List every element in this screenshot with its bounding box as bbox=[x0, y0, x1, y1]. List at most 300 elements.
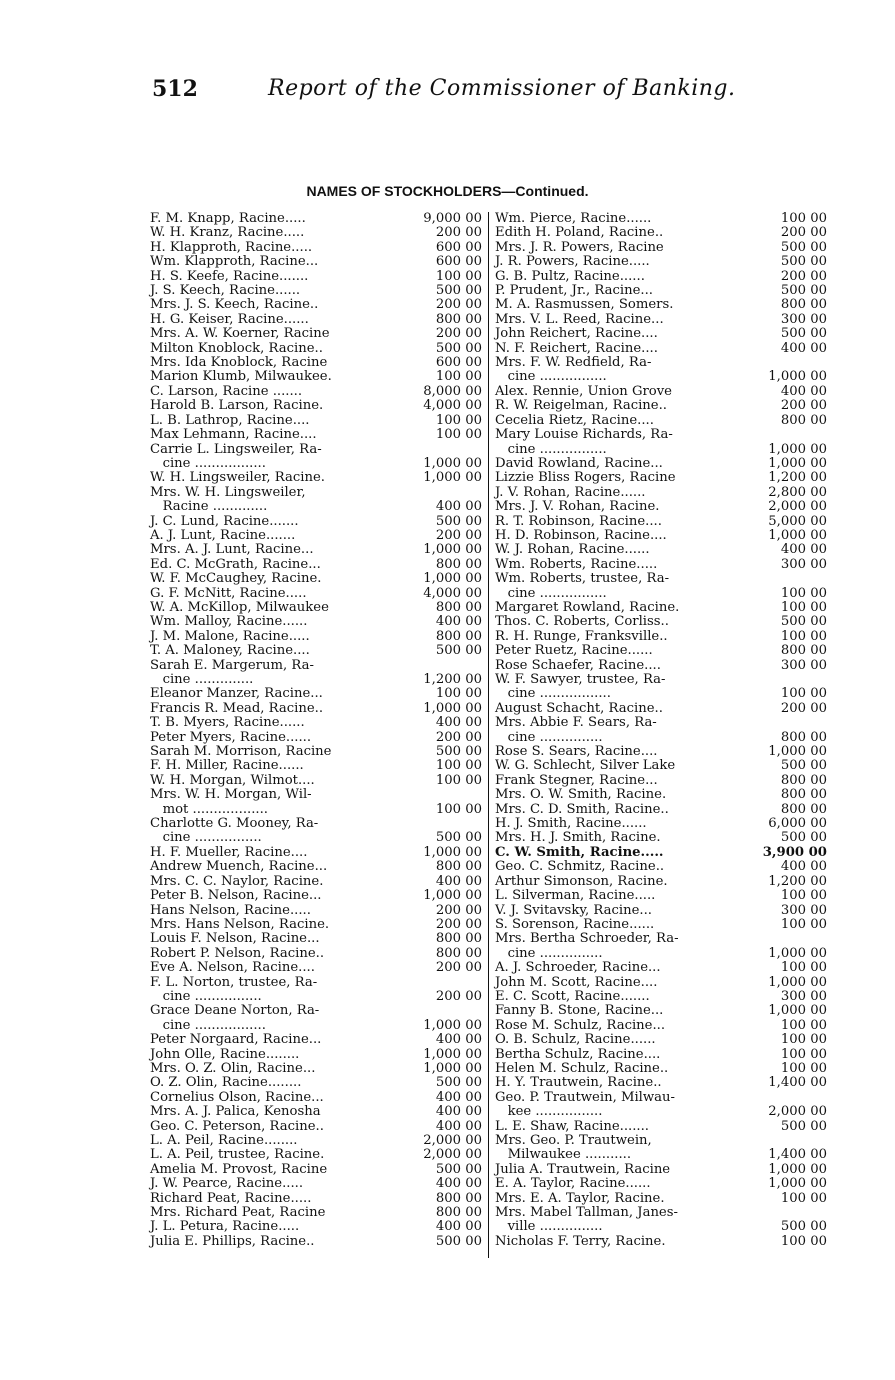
stockholder-name: Mrs. O. Z. Olin, Racine... bbox=[150, 1060, 316, 1076]
stockholder-amount: 600 00 bbox=[435, 239, 482, 255]
stockholder-name: Max Lehmann, Racine.... bbox=[150, 427, 317, 443]
stockholder-name: Grace Deane Norton, Ra- bbox=[150, 1003, 320, 1019]
stockholder-amount: 1,000 00 bbox=[423, 542, 482, 558]
stockholder-name: J. W. Pearce, Racine..... bbox=[150, 1176, 304, 1192]
stockholder-entry bbox=[150, 659, 482, 673]
stockholder-entry bbox=[495, 774, 827, 788]
stockholder-amount: 500 00 bbox=[780, 283, 827, 299]
stockholder-name: Mary Louise Richards, Ra- bbox=[495, 427, 673, 443]
stockholder-entry bbox=[150, 788, 482, 802]
stockholder-name: V. J. Svitavsky, Racine... bbox=[495, 902, 652, 918]
stockholder-name: Mrs. W. H. Lingsweiler, bbox=[150, 484, 306, 500]
stockholder-name: O. Z. Olin, Racine........ bbox=[150, 1075, 302, 1091]
stockholder-amount: 100 00 bbox=[435, 412, 482, 428]
stockholder-entry bbox=[150, 630, 482, 644]
stockholder-name: mot .................. bbox=[150, 801, 268, 817]
stockholder-amount: 2,000 00 bbox=[423, 1147, 482, 1163]
stockholder-entry bbox=[150, 385, 482, 399]
stockholder-name: Mrs. A. J. Palica, Kenosha bbox=[150, 1104, 321, 1120]
stockholder-entry bbox=[495, 1220, 827, 1234]
stockholder-amount: 400 00 bbox=[780, 340, 827, 356]
stockholder-name: Wm. Pierce, Racine...... bbox=[495, 211, 652, 226]
stockholder-amount: 100 00 bbox=[780, 960, 827, 976]
stockholder-entry bbox=[150, 255, 482, 269]
stockholder-entry bbox=[495, 788, 827, 802]
stockholder-amount: 500 00 bbox=[435, 340, 482, 356]
stockholder-name: H. J. Smith, Racine...... bbox=[495, 816, 647, 832]
stockholder-name: P. Prudent, Jr., Racine... bbox=[495, 283, 653, 299]
stockholder-name: H. G. Keiser, Racine...... bbox=[150, 311, 309, 327]
stockholder-entry bbox=[495, 990, 827, 1004]
stockholder-entry bbox=[150, 587, 482, 601]
stockholder-amount: 1,200 00 bbox=[768, 470, 827, 486]
stockholder-name: Mrs. Geo. P. Trautwein, bbox=[495, 1133, 652, 1148]
stockholder-entry bbox=[495, 486, 827, 500]
stockholder-amount: 100 00 bbox=[435, 686, 482, 702]
stockholder-amount: 800 00 bbox=[780, 412, 827, 428]
stockholder-name: Fanny B. Stone, Racine... bbox=[495, 1003, 664, 1019]
stockholder-entry bbox=[495, 356, 827, 370]
stockholder-entry bbox=[495, 817, 827, 831]
stockholder-entry bbox=[495, 226, 827, 240]
stockholder-amount: 800 00 bbox=[780, 297, 827, 313]
stockholder-amount: 1,000 00 bbox=[768, 455, 827, 471]
stockholder-name: Mrs. Bertha Schroeder, Ra- bbox=[495, 931, 679, 947]
stockholder-name: Mrs. Hans Nelson, Racine. bbox=[150, 916, 330, 932]
stockholder-entry bbox=[150, 1062, 482, 1076]
stockholder-name: Racine ............. bbox=[150, 499, 268, 515]
stockholder-entry bbox=[495, 313, 827, 327]
stockholder-entry bbox=[495, 543, 827, 557]
stockholder-entry bbox=[495, 759, 827, 773]
stockholder-amount: 100 00 bbox=[780, 686, 827, 702]
stockholder-amount: 100 00 bbox=[780, 599, 827, 615]
stockholder-entry bbox=[150, 947, 482, 961]
stockholder-amount: 5,000 00 bbox=[768, 513, 827, 529]
stockholder-entry bbox=[495, 904, 827, 918]
stockholder-amount: 500 00 bbox=[780, 254, 827, 270]
stockholder-amount: 100 00 bbox=[435, 758, 482, 774]
stockholder-amount: 2,000 00 bbox=[768, 499, 827, 515]
stockholder-name: Peter Ruetz, Racine...... bbox=[495, 643, 653, 659]
stockholder-entry bbox=[150, 572, 482, 586]
stockholder-entry bbox=[495, 918, 827, 932]
stockholder-amount: 100 00 bbox=[780, 1046, 827, 1062]
stockholder-name: Milwaukee ........... bbox=[495, 1147, 632, 1163]
stockholder-amount: 800 00 bbox=[435, 931, 482, 947]
stockholder-entry bbox=[150, 904, 482, 918]
stockholder-amount: 200 00 bbox=[780, 398, 827, 414]
stockholder-name: kee ................ bbox=[495, 1104, 603, 1120]
stockholder-entry bbox=[495, 1091, 827, 1105]
stockholder-entry bbox=[150, 558, 482, 572]
stockholder-name: Edith H. Poland, Racine.. bbox=[495, 225, 664, 241]
stockholder-entry bbox=[150, 342, 482, 356]
stockholder-amount: 200 00 bbox=[780, 700, 827, 716]
stockholder-name: Eleanor Manzer, Racine... bbox=[150, 686, 323, 702]
stockholder-amount: 400 00 bbox=[435, 1219, 482, 1235]
stockholder-name: Julia A. Trautwein, Racine bbox=[495, 1161, 671, 1177]
stockholder-entry bbox=[150, 1004, 482, 1018]
stockholder-name: Arthur Simonson, Racine. bbox=[495, 873, 668, 889]
stockholder-entry bbox=[150, 846, 482, 860]
stockholder-name: cine ................ bbox=[150, 830, 262, 846]
stockholder-name: Mrs. V. L. Reed, Racine... bbox=[495, 311, 664, 327]
stockholder-entry bbox=[150, 702, 482, 716]
stockholder-name: Francis R. Mead, Racine.. bbox=[150, 700, 324, 716]
stockholder-name: J. C. Lund, Racine....... bbox=[150, 513, 299, 529]
stockholder-name: F. L. Norton, trustee, Ra- bbox=[150, 974, 318, 990]
stockholder-amount: 8,000 00 bbox=[423, 383, 482, 399]
stockholder-amount: 4,000 00 bbox=[423, 585, 482, 601]
stockholder-name: F. M. Knapp, Racine..... bbox=[150, 211, 306, 226]
stockholder-name: F. H. Miller, Racine...... bbox=[150, 758, 304, 774]
stockholder-amount: 500 00 bbox=[435, 1233, 482, 1249]
stockholder-name: H. Klapproth, Racine..... bbox=[150, 239, 313, 255]
stockholder-amount: 1,000 00 bbox=[768, 527, 827, 543]
stockholder-entry bbox=[150, 298, 482, 312]
stockholder-name: Geo. C. Peterson, Racine.. bbox=[150, 1118, 324, 1134]
stockholder-entry bbox=[495, 428, 827, 442]
stockholder-amount: 100 00 bbox=[780, 211, 827, 226]
stockholder-amount: 400 00 bbox=[435, 715, 482, 731]
stockholder-amount: 400 00 bbox=[435, 1104, 482, 1120]
stockholder-entry bbox=[150, 615, 482, 629]
stockholder-amount: 800 00 bbox=[780, 787, 827, 803]
stockholder-entry bbox=[150, 457, 482, 471]
stockholder-amount: 2,000 00 bbox=[423, 1133, 482, 1148]
stockholder-name: A. J. Schroeder, Racine... bbox=[495, 960, 661, 976]
stockholder-name: R. W. Reigelman, Racine.. bbox=[495, 398, 667, 414]
stockholder-amount: 300 00 bbox=[780, 988, 827, 1004]
stockholder-entry bbox=[150, 673, 482, 687]
stockholder-entry bbox=[495, 731, 827, 745]
stockholder-amount: 100 00 bbox=[780, 916, 827, 932]
stockholder-entry bbox=[150, 687, 482, 701]
stockholder-entry bbox=[495, 860, 827, 874]
stockholder-entry bbox=[495, 1033, 827, 1047]
stockholder-amount: 200 00 bbox=[435, 916, 482, 932]
stockholder-entry bbox=[495, 471, 827, 485]
stockholder-amount: 500 00 bbox=[780, 758, 827, 774]
stockholder-name: Sarah E. Margerum, Ra- bbox=[150, 657, 314, 673]
stockholder-amount: 1,000 00 bbox=[423, 1017, 482, 1033]
stockholder-entry bbox=[150, 356, 482, 370]
stockholder-entry bbox=[495, 831, 827, 845]
stockholder-name: L. E. Shaw, Racine....... bbox=[495, 1118, 649, 1134]
stockholder-entry bbox=[150, 889, 482, 903]
stockholder-entry bbox=[150, 716, 482, 730]
stockholder-amount: 1,000 00 bbox=[423, 470, 482, 486]
stockholder-entry bbox=[150, 414, 482, 428]
stockholder-amount: 1,000 00 bbox=[768, 369, 827, 385]
stockholder-amount: 400 00 bbox=[780, 383, 827, 399]
stockholder-amount: 1,000 00 bbox=[423, 1046, 482, 1062]
stockholder-name: Ed. C. McGrath, Racine... bbox=[150, 556, 321, 572]
stockholder-name: G. B. Pultz, Racine...... bbox=[495, 268, 645, 284]
stockholder-amount: 3,900 00 bbox=[762, 844, 827, 860]
stockholder-name: Helen M. Schulz, Racine.. bbox=[495, 1060, 669, 1076]
stockholder-name: L. A. Peil, trustee, Racine. bbox=[150, 1147, 325, 1163]
stockholder-amount: 1,000 00 bbox=[423, 844, 482, 860]
stockholder-name: Geo. P. Trautwein, Milwau- bbox=[495, 1089, 675, 1105]
stockholder-name: Frank Stegner, Racine... bbox=[495, 772, 658, 788]
stockholder-entry bbox=[150, 932, 482, 946]
stockholder-name: Mrs. Richard Peat, Racine bbox=[150, 1205, 326, 1221]
stockholder-entry bbox=[495, 687, 827, 701]
stockholder-entry bbox=[150, 327, 482, 341]
stockholder-entry bbox=[150, 731, 482, 745]
stockholder-name: John Reichert, Racine.... bbox=[495, 326, 658, 342]
stockholder-name: T. B. Myers, Racine...... bbox=[150, 715, 305, 731]
stockholder-amount: 400 00 bbox=[435, 614, 482, 630]
stockholder-name: Cornelius Olson, Racine... bbox=[150, 1089, 324, 1105]
stockholder-name: T. A. Maloney, Racine.... bbox=[150, 643, 310, 659]
stockholder-amount: 1,000 00 bbox=[768, 441, 827, 457]
stockholder-name: Peter Norgaard, Racine... bbox=[150, 1032, 322, 1048]
stockholder-entry bbox=[495, 1120, 827, 1134]
stockholder-entry bbox=[495, 1105, 827, 1119]
stockholder-entry bbox=[150, 803, 482, 817]
stockholder-amount: 600 00 bbox=[435, 254, 482, 270]
stockholder-amount: 200 00 bbox=[435, 326, 482, 342]
stockholder-entry bbox=[495, 558, 827, 572]
stockholder-amount: 200 00 bbox=[435, 902, 482, 918]
stockholder-entry bbox=[495, 615, 827, 629]
stockholder-name: Amelia M. Provost, Racine bbox=[150, 1161, 328, 1177]
stockholder-amount: 800 00 bbox=[780, 772, 827, 788]
stockholder-name: Richard Peat, Racine..... bbox=[150, 1190, 312, 1206]
stockholder-entry bbox=[150, 1048, 482, 1062]
stockholder-entry bbox=[495, 457, 827, 471]
stockholder-amount: 100 00 bbox=[780, 1032, 827, 1048]
stockholder-entry bbox=[495, 1177, 827, 1191]
stockholder-amount: 500 00 bbox=[435, 830, 482, 846]
stockholder-amount: 100 00 bbox=[780, 1060, 827, 1076]
stockholder-amount: 500 00 bbox=[780, 614, 827, 630]
stockholder-amount: 100 00 bbox=[435, 427, 482, 443]
stockholder-name: Mrs. Mabel Tallman, Janes- bbox=[495, 1205, 678, 1221]
stockholder-name: Robert P. Nelson, Racine.. bbox=[150, 945, 325, 961]
stockholder-name: cine ............... bbox=[495, 729, 603, 745]
stockholder-amount: 800 00 bbox=[780, 801, 827, 817]
stockholder-name: L. Silverman, Racine..... bbox=[495, 888, 656, 904]
stockholder-entry bbox=[150, 443, 482, 457]
stockholder-entry bbox=[495, 1206, 827, 1220]
stockholder-amount: 400 00 bbox=[435, 1032, 482, 1048]
stockholder-amount: 1,000 00 bbox=[768, 974, 827, 990]
stockholder-entry bbox=[150, 601, 482, 615]
stockholder-amount: 100 00 bbox=[435, 772, 482, 788]
stockholder-amount: 500 00 bbox=[435, 1075, 482, 1091]
stockholder-name: L. A. Peil, Racine........ bbox=[150, 1133, 298, 1148]
stockholder-amount: 200 00 bbox=[780, 268, 827, 284]
stockholder-name: Mrs. F. W. Redfield, Ra- bbox=[495, 355, 652, 371]
stockholder-name: E. A. Taylor, Racine...... bbox=[495, 1176, 651, 1192]
stockholder-entry bbox=[495, 976, 827, 990]
stockholder-name: Geo. C. Schmitz, Racine.. bbox=[495, 859, 665, 875]
stockholder-name: E. C. Scott, Racine....... bbox=[495, 988, 650, 1004]
stockholder-entry bbox=[150, 1134, 482, 1148]
stockholder-entry bbox=[495, 1062, 827, 1076]
stockholder-name: O. B. Schulz, Racine...... bbox=[495, 1032, 656, 1048]
stockholder-amount: 200 00 bbox=[435, 297, 482, 313]
stockholder-amount: 100 00 bbox=[780, 888, 827, 904]
stockholder-entry bbox=[495, 803, 827, 817]
stockholder-entry bbox=[495, 370, 827, 384]
stockholder-amount: 200 00 bbox=[780, 225, 827, 241]
section-title: NAMES OF STOCKHOLDERS—Continued. bbox=[306, 183, 589, 199]
stockholder-entry bbox=[495, 716, 827, 730]
stockholder-name: S. Sorenson, Racine...... bbox=[495, 916, 655, 932]
stockholder-name: cine ................ bbox=[150, 988, 262, 1004]
stockholder-name: W. H. Lingsweiler, Racine. bbox=[150, 470, 325, 486]
stockholder-name: N. F. Reichert, Racine.... bbox=[495, 340, 658, 356]
stockholder-entry bbox=[495, 1019, 827, 1033]
stockholder-amount: 1,200 00 bbox=[768, 873, 827, 889]
stockholder-name: Charlotte G. Mooney, Ra- bbox=[150, 816, 319, 832]
stockholder-amount: 500 00 bbox=[435, 643, 482, 659]
stockholder-entry bbox=[150, 759, 482, 773]
stockholder-amount: 500 00 bbox=[780, 1118, 827, 1134]
stockholder-entry bbox=[150, 399, 482, 413]
stockholder-entry bbox=[150, 515, 482, 529]
stockholder-amount: 500 00 bbox=[435, 513, 482, 529]
stockholder-amount: 800 00 bbox=[435, 859, 482, 875]
stockholder-amount: 1,000 00 bbox=[768, 945, 827, 961]
stockholder-name: R. H. Runge, Franksville.. bbox=[495, 628, 668, 644]
stockholder-amount: 500 00 bbox=[780, 1219, 827, 1235]
stockholder-entry bbox=[495, 947, 827, 961]
stockholder-amount: 800 00 bbox=[435, 599, 482, 615]
stockholder-entry bbox=[495, 1004, 827, 1018]
stockholder-name: cine ................ bbox=[495, 441, 607, 457]
stockholder-name: Rose M. Schulz, Racine... bbox=[495, 1017, 666, 1033]
stockholder-amount: 6,000 00 bbox=[768, 816, 827, 832]
stockholder-amount: 300 00 bbox=[780, 902, 827, 918]
stockholder-name: cine ................. bbox=[150, 1017, 266, 1033]
stockholder-entry bbox=[495, 630, 827, 644]
stockholder-entry bbox=[150, 486, 482, 500]
stockholder-entry bbox=[495, 875, 827, 889]
stockholder-amount: 400 00 bbox=[435, 873, 482, 889]
stockholder-entry bbox=[150, 1206, 482, 1220]
stockholder-name: W. H. Morgan, Wilmot.... bbox=[150, 772, 315, 788]
stockholder-amount: 2,000 00 bbox=[768, 1104, 827, 1120]
stockholders-right-column bbox=[495, 212, 827, 1249]
stockholder-entry bbox=[495, 702, 827, 716]
stockholder-name: Mrs. Abbie F. Sears, Ra- bbox=[495, 715, 657, 731]
stockholder-entry bbox=[495, 601, 827, 615]
stockholder-entry bbox=[150, 1033, 482, 1047]
stockholder-entry bbox=[150, 1177, 482, 1191]
stockholder-amount: 600 00 bbox=[435, 355, 482, 371]
stockholder-amount: 100 00 bbox=[780, 1017, 827, 1033]
stockholder-entry bbox=[495, 255, 827, 269]
stockholder-amount: 1,200 00 bbox=[423, 672, 482, 687]
stockholder-entry bbox=[150, 918, 482, 932]
stockholder-entry bbox=[495, 1148, 827, 1162]
stockholder-amount: 200 00 bbox=[435, 527, 482, 543]
stockholder-entry bbox=[495, 1163, 827, 1177]
stockholder-amount: 1,000 00 bbox=[768, 1003, 827, 1019]
stockholder-entry bbox=[150, 1220, 482, 1234]
stockholder-name: Andrew Muench, Racine... bbox=[150, 859, 328, 875]
stockholder-name: W. F. Sawyer, trustee, Ra- bbox=[495, 672, 666, 687]
stockholder-entry bbox=[495, 961, 827, 975]
stockholder-entry bbox=[150, 1192, 482, 1206]
stockholder-name: C. Larson, Racine ....... bbox=[150, 383, 303, 399]
stockholders-left-column bbox=[150, 212, 482, 1249]
stockholder-amount: 500 00 bbox=[435, 744, 482, 760]
stockholder-entry bbox=[150, 961, 482, 975]
stockholder-amount: 100 00 bbox=[435, 801, 482, 817]
stockholder-name: cine ............... bbox=[495, 945, 603, 961]
stockholder-entry bbox=[150, 1235, 482, 1249]
stockholder-entry bbox=[495, 745, 827, 759]
stockholder-entry bbox=[495, 342, 827, 356]
stockholder-amount: 500 00 bbox=[780, 326, 827, 342]
stockholder-name: H. Y. Trautwein, Racine.. bbox=[495, 1075, 662, 1091]
stockholder-amount: 500 00 bbox=[780, 239, 827, 255]
stockholder-name: Marion Klumb, Milwaukee. bbox=[150, 369, 332, 385]
stockholder-name: W. G. Schlecht, Silver Lake bbox=[495, 758, 676, 774]
stockholder-amount: 9,000 00 bbox=[423, 211, 482, 226]
stockholder-entry bbox=[495, 1192, 827, 1206]
stockholder-entry bbox=[150, 1120, 482, 1134]
stockholder-amount: 800 00 bbox=[435, 311, 482, 327]
stockholder-entry bbox=[150, 831, 482, 845]
stockholder-name: L. B. Lathrop, Racine.... bbox=[150, 412, 310, 428]
stockholder-name: Bertha Schulz, Racine.... bbox=[495, 1046, 661, 1062]
stockholder-name: J. M. Malone, Racine..... bbox=[150, 628, 310, 644]
stockholder-name: G. F. McNitt, Racine..... bbox=[150, 585, 307, 601]
stockholder-name: Wm. Malloy, Racine...... bbox=[150, 614, 308, 630]
stockholder-name: Mrs. E. A. Taylor, Racine. bbox=[495, 1190, 665, 1206]
stockholder-name: Rose S. Sears, Racine.... bbox=[495, 744, 658, 760]
stockholder-entry bbox=[150, 745, 482, 759]
stockholder-entry bbox=[150, 774, 482, 788]
stockholder-amount: 100 00 bbox=[780, 585, 827, 601]
stockholder-name: Eve A. Nelson, Racine.... bbox=[150, 960, 315, 976]
stockholder-amount: 1,000 00 bbox=[423, 571, 482, 587]
stockholder-amount: 500 00 bbox=[435, 283, 482, 299]
stockholder-name: Mrs. H. J. Smith, Racine. bbox=[495, 830, 661, 846]
stockholder-name: Sarah M. Morrison, Racine bbox=[150, 744, 332, 760]
stockholder-entry bbox=[495, 1076, 827, 1090]
stockholder-amount: 400 00 bbox=[435, 1089, 482, 1105]
stockholder-entry bbox=[150, 990, 482, 1004]
stockholder-name: Mrs. A. J. Lunt, Racine... bbox=[150, 542, 314, 558]
stockholder-amount: 800 00 bbox=[780, 729, 827, 745]
stockholder-name: August Schacht, Racine.. bbox=[495, 700, 663, 716]
stockholder-entry bbox=[150, 1019, 482, 1033]
stockholder-name: Mrs. A. W. Koerner, Racine bbox=[150, 326, 330, 342]
stockholder-entry bbox=[495, 212, 827, 226]
stockholder-entry bbox=[150, 241, 482, 255]
stockholder-amount: 400 00 bbox=[435, 499, 482, 515]
stockholder-amount: 100 00 bbox=[435, 268, 482, 284]
stockholder-amount: 100 00 bbox=[780, 1190, 827, 1206]
stockholder-name: Harold B. Larson, Racine. bbox=[150, 398, 324, 414]
stockholder-amount: 100 00 bbox=[780, 628, 827, 644]
stockholder-amount: 100 00 bbox=[435, 369, 482, 385]
stockholder-name: Mrs. J. V. Rohan, Racine. bbox=[495, 499, 660, 515]
stockholder-entry bbox=[495, 529, 827, 543]
page-number: 512 bbox=[152, 76, 198, 102]
stockholder-name: cine .............. bbox=[150, 672, 254, 687]
stockholder-amount: 500 00 bbox=[435, 1161, 482, 1177]
